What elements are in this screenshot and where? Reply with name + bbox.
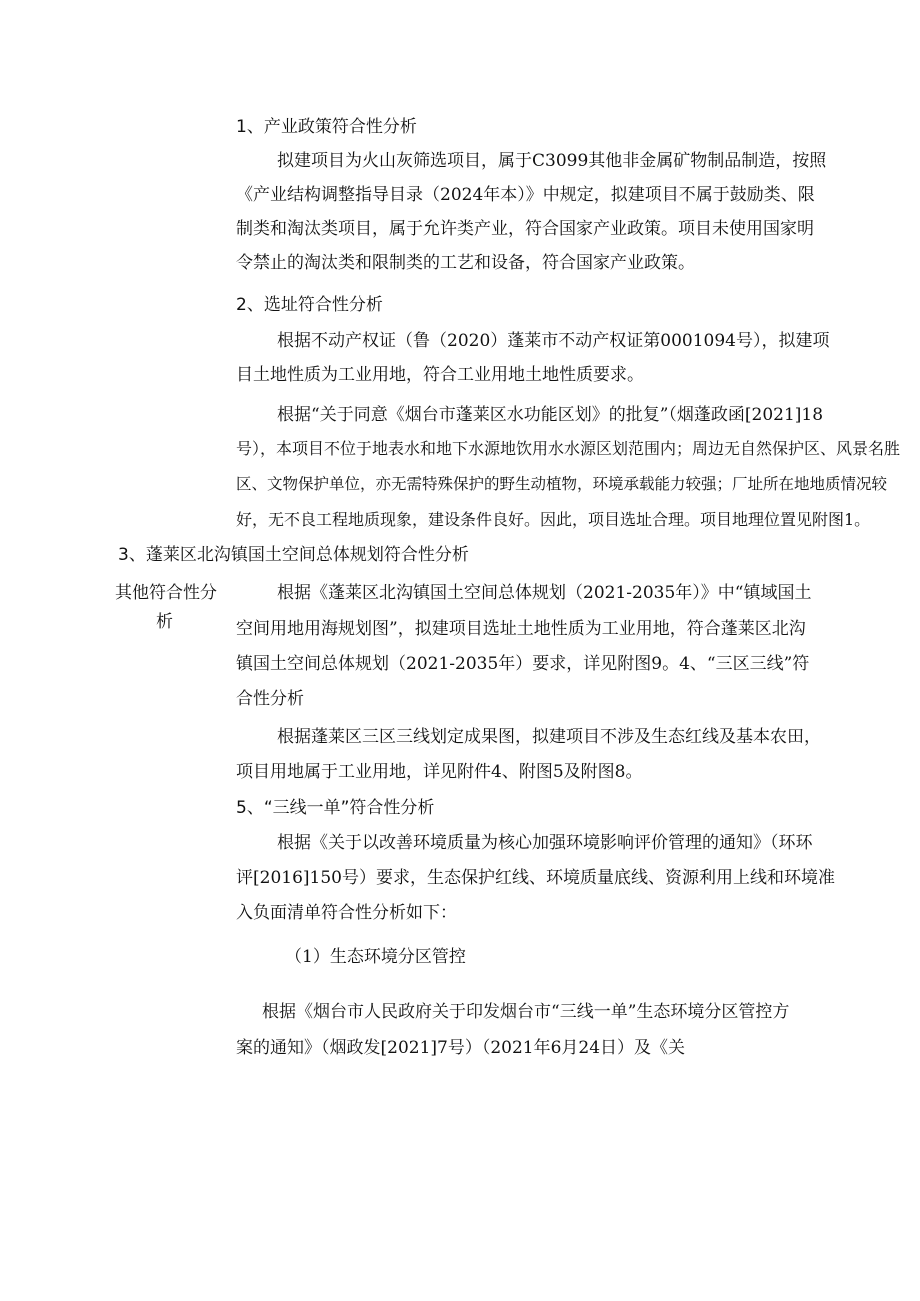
- paragraph-line: 根据《蓬莱区北沟镇国土空间总体规划（2021-2035年）》中“镇域国土: [277, 583, 812, 603]
- section-heading-spatial-planning: 3、蓬莱区北沟镇国土空间总体规划符合性分析: [118, 545, 469, 565]
- section-heading-three-lines-one-list: 5、“三线一单”符合性分析: [236, 798, 435, 818]
- paragraph-line: 评[2016]150号）要求，生态保护红线、环境质量底线、资源利用上线和环境准: [236, 868, 835, 888]
- paragraph-line: 镇国土空间总体规划（2021-2035年）要求，详见附图9。4、“三区三线”符: [236, 654, 810, 674]
- paragraph-line: 案的通知》（烟政发[2021]7号）（2021年6月24日）及《关: [236, 1038, 686, 1058]
- subsection-heading-ecological-zoning: （1）生态环境分区管控: [285, 947, 466, 967]
- paragraph-line: 根据蓬莱区三区三线划定成果图，拟建项目不涉及生态红线及基本农田，: [277, 727, 821, 747]
- section-heading-industrial-policy: 1、产业政策符合性分析: [236, 117, 417, 137]
- paragraph-line: 项目用地属于工业用地，详见附件4、附图5及附图8。: [236, 762, 643, 782]
- paragraph-line: 令禁止的淘汰类和限制类的工艺和设备，符合国家产业政策。: [236, 253, 695, 273]
- paragraph-line: 拟建项目为火山灰筛选项目，属于C3099其他非金属矿物制品制造，按照: [277, 151, 827, 171]
- paragraph-line: 好，无不良工程地质现象，建设条件良好。因此，项目选址合理。项目地理位置见附图1。: [236, 510, 871, 529]
- paragraph-line: 根据《烟台市人民政府关于印发烟台市“三线一单”生态环境分区管控方: [262, 1002, 790, 1022]
- paragraph-line: 空间用地用海规划图”，拟建项目选址土地性质为工业用地，符合蓬莱区北沟: [236, 619, 806, 639]
- paragraph-line: 号），本项目不位于地表水和地下水源地饮用水水源区划范围内；周边无自然保护区、风景名胜: [236, 439, 901, 458]
- paragraph-line: 根据“关于同意《烟台市蓬莱区水功能区划》的批复”（烟蓬政函[2021]18: [277, 405, 824, 425]
- side-label-line1: 其他符合性分: [115, 583, 217, 603]
- side-label-line2: 析: [156, 612, 173, 632]
- paragraph-line: 根据《关于以改善环境质量为核心加强环境影响评价管理的通知》（环环: [277, 833, 813, 853]
- paragraph-line: 《产业结构调整指导目录（2024年本）》中规定，拟建项目不属于鼓励类、限: [236, 185, 815, 205]
- paragraph-line: 入负面清单符合性分析如下：: [236, 903, 457, 923]
- paragraph-line: 合性分析: [236, 689, 304, 709]
- section-heading-site-selection: 2、选址符合性分析: [236, 295, 383, 315]
- paragraph-line: 目土地性质为工业用地，符合工业用地土地性质要求。: [236, 365, 644, 385]
- paragraph-line: 根据不动产权证（鲁（2020）蓬莱市不动产权证第0001094号），拟建项: [277, 331, 830, 351]
- paragraph-line: 制类和淘汰类项目，属于允许类产业，符合国家产业政策。项目未使用国家明: [236, 219, 814, 239]
- paragraph-line: 区、文物保护单位，亦无需特殊保护的野生动植物，环境承载能力较强；厂址所在地地质情况较: [236, 475, 888, 493]
